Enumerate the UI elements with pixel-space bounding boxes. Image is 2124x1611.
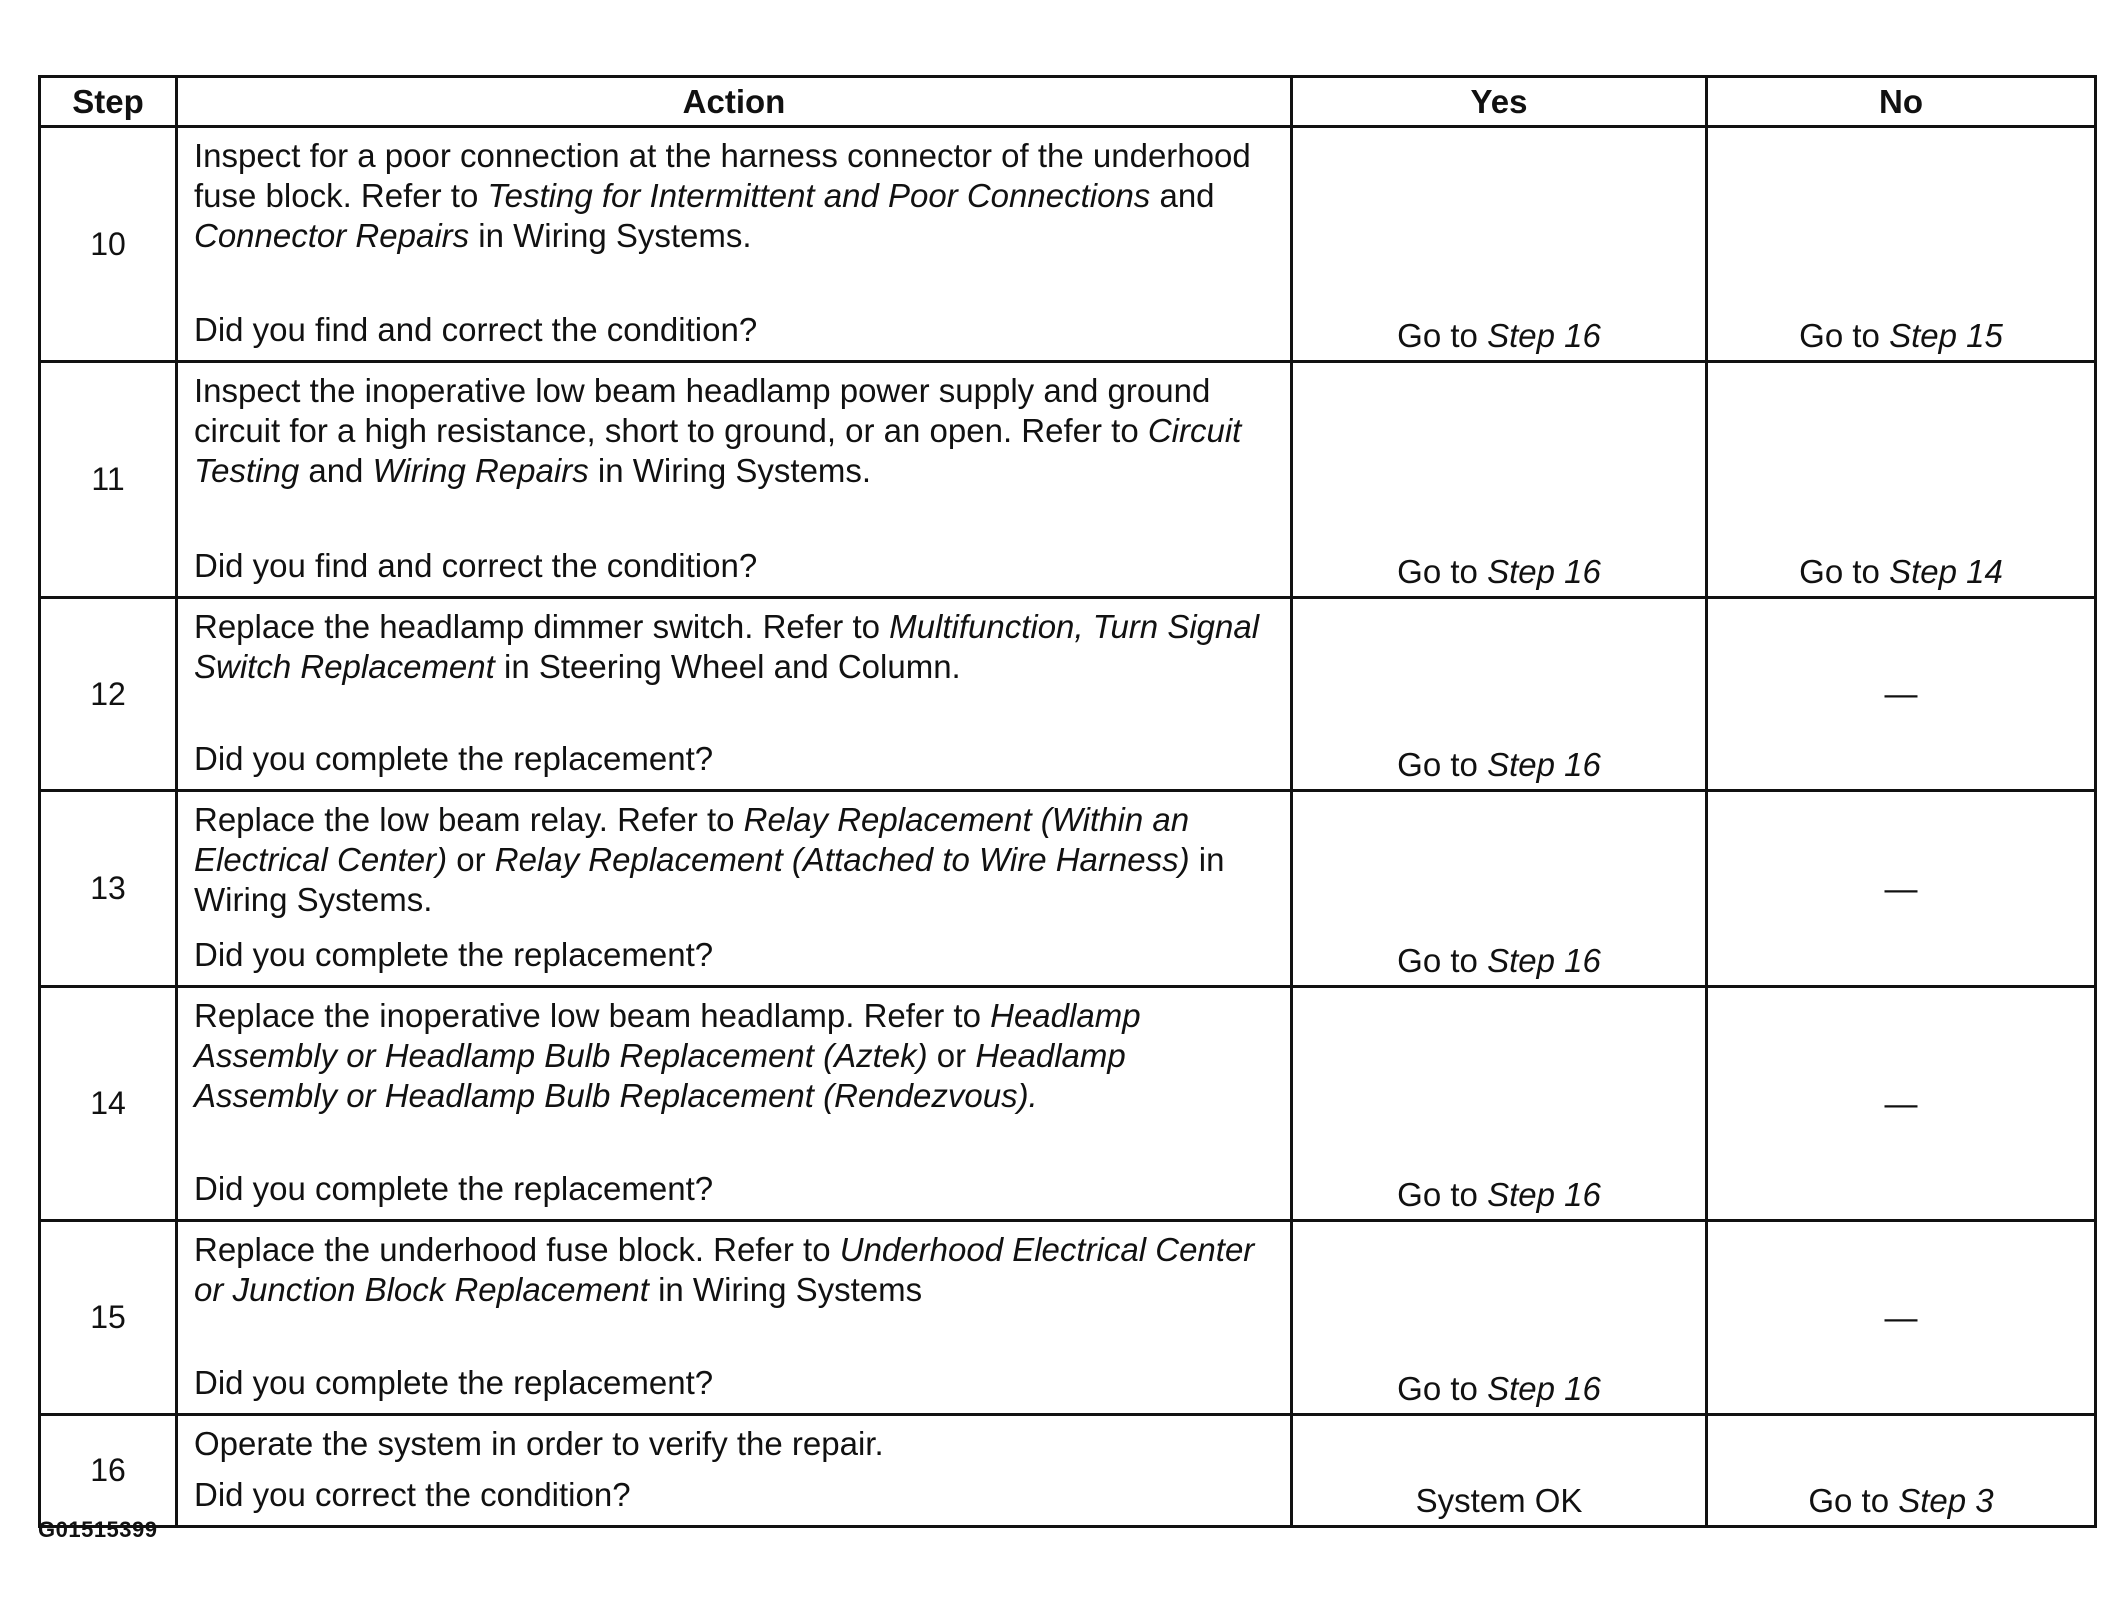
reference-title[interactable]: Headlamp Assembly or Headlamp Bulb Replacement (Rendezvous). bbox=[194, 1037, 1126, 1114]
yes-result bbox=[1292, 362, 1707, 598]
action-segment: and bbox=[1150, 177, 1215, 214]
diagnostic-table bbox=[38, 75, 2097, 1528]
action-segment: Replace the low beam relay. Refer to bbox=[194, 801, 744, 838]
no-step-link[interactable]: Step 15 bbox=[1889, 317, 2003, 354]
no-prefix: Go to bbox=[1799, 553, 1890, 590]
action-cell bbox=[177, 127, 1292, 362]
action-text bbox=[194, 136, 1276, 256]
question-text: Did you complete the replacement? bbox=[194, 740, 714, 777]
table-row bbox=[40, 362, 2096, 598]
reference-title[interactable]: Testing for Intermittent and Poor Connections bbox=[487, 177, 1151, 214]
question-text: Did you find and correct the condition? bbox=[194, 311, 758, 348]
reference-title[interactable]: Circuit Testing bbox=[194, 412, 1242, 489]
reference-title[interactable]: Relay Replacement (Attached to Wire Harness) bbox=[494, 841, 1190, 878]
table-row bbox=[40, 1221, 2096, 1415]
yes-result bbox=[1292, 987, 1707, 1221]
header-row bbox=[40, 77, 2096, 127]
action-text bbox=[194, 1230, 1276, 1310]
no-result bbox=[1707, 598, 2096, 791]
action-text bbox=[194, 800, 1276, 920]
no-dash: — bbox=[1884, 1298, 1918, 1336]
no-step-link[interactable]: Step 14 bbox=[1889, 553, 2003, 590]
action-segment: Replace the inoperative low beam headlamp. Refer to bbox=[194, 997, 991, 1034]
no-prefix: Go to bbox=[1808, 1482, 1899, 1519]
step-number: 14 bbox=[40, 987, 177, 1221]
yes-result bbox=[1292, 127, 1707, 362]
action-segment: Inspect for a poor connection at the harness connector of the underhood fuse block. Refer to bbox=[194, 137, 1251, 214]
yes-step-link[interactable]: Step 16 bbox=[1487, 553, 1601, 590]
action-segment: in Steering Wheel and Column. bbox=[494, 648, 961, 685]
header-action: Action bbox=[177, 77, 1292, 127]
yes-step-link[interactable]: Step 16 bbox=[1487, 1176, 1601, 1213]
reference-title[interactable]: Relay Replacement (Within an Electrical Center) bbox=[194, 801, 1190, 878]
action-segment: in Wiring Systems. bbox=[194, 841, 1225, 918]
yes-prefix: Go to bbox=[1397, 317, 1488, 354]
no-dash: — bbox=[1884, 869, 1918, 907]
question-text: Did you complete the replacement? bbox=[194, 936, 714, 973]
action-segment: and bbox=[299, 452, 373, 489]
action-segment: Operate the system in order to verify the repair. bbox=[194, 1425, 884, 1462]
reference-title[interactable]: Connector Repairs bbox=[194, 217, 470, 254]
yes-result bbox=[1292, 1221, 1707, 1415]
no-result bbox=[1707, 362, 2096, 598]
header-no: No bbox=[1707, 77, 2096, 127]
action-cell bbox=[177, 1415, 1292, 1527]
no-result bbox=[1707, 127, 2096, 362]
reference-title[interactable]: Underhood Electrical Center or Junction Block Replacement bbox=[194, 1231, 1255, 1308]
action-cell bbox=[177, 598, 1292, 791]
no-result bbox=[1707, 791, 2096, 987]
figure-id: G01515399 bbox=[38, 1517, 158, 1542]
step-number: 11 bbox=[40, 362, 177, 598]
yes-prefix: Go to bbox=[1397, 942, 1488, 979]
no-prefix: Go to bbox=[1799, 317, 1890, 354]
yes-result bbox=[1292, 791, 1707, 987]
yes-step-link[interactable]: Step 16 bbox=[1487, 1370, 1601, 1407]
yes-prefix: Go to bbox=[1397, 746, 1488, 783]
table-body bbox=[40, 127, 2096, 1527]
yes-step-link[interactable]: Step 16 bbox=[1487, 746, 1601, 783]
table-row bbox=[40, 127, 2096, 362]
yes-prefix: Go to bbox=[1397, 553, 1488, 590]
table-row bbox=[40, 598, 2096, 791]
no-step-link[interactable]: Step 3 bbox=[1898, 1482, 1994, 1519]
reference-title[interactable]: Multifunction, Turn Signal Switch Replacement bbox=[194, 608, 1260, 685]
action-segment: Inspect the inoperative low beam headlamp power supply and ground circuit for a high resistance, short to ground, or an open. Refer to bbox=[194, 372, 1211, 449]
action-text bbox=[194, 607, 1276, 687]
no-dash: — bbox=[1884, 675, 1918, 712]
yes-step-link[interactable]: Step 16 bbox=[1487, 317, 1601, 354]
action-cell bbox=[177, 1221, 1292, 1415]
question-text: Did you find and correct the condition? bbox=[194, 547, 758, 584]
table-row bbox=[40, 791, 2096, 987]
action-cell bbox=[177, 791, 1292, 987]
action-cell bbox=[177, 362, 1292, 598]
table-row bbox=[40, 987, 2096, 1221]
action-segment: or bbox=[447, 841, 495, 878]
action-segment: in Wiring Systems bbox=[648, 1271, 923, 1308]
yes-prefix: Go to bbox=[1397, 1176, 1488, 1213]
action-text bbox=[194, 371, 1276, 491]
no-result bbox=[1707, 987, 2096, 1221]
question-text: Did you complete the replacement? bbox=[194, 1170, 714, 1207]
action-segment: Replace the headlamp dimmer switch. Refer to bbox=[194, 608, 890, 645]
action-segment: or bbox=[927, 1037, 976, 1074]
yes-step-link[interactable]: Step 16 bbox=[1487, 942, 1601, 979]
reference-title[interactable]: Headlamp Assembly or Headlamp Bulb Replacement (Aztek) bbox=[194, 997, 1141, 1074]
action-segment: in Wiring Systems. bbox=[469, 217, 752, 254]
action-cell bbox=[177, 987, 1292, 1221]
step-number: 15 bbox=[40, 1221, 177, 1415]
action-text bbox=[194, 996, 1276, 1116]
header-step: Step bbox=[40, 77, 177, 127]
yes-text: System OK bbox=[1415, 1482, 1583, 1519]
no-result bbox=[1707, 1221, 2096, 1415]
no-result bbox=[1707, 1415, 2096, 1527]
action-segment: Replace the underhood fuse block. Refer to bbox=[194, 1231, 840, 1268]
reference-title[interactable]: Wiring Repairs bbox=[372, 452, 589, 489]
action-text bbox=[194, 1424, 1276, 1464]
no-dash: — bbox=[1884, 1084, 1918, 1122]
question-text: Did you correct the condition? bbox=[194, 1476, 631, 1513]
yes-result bbox=[1292, 598, 1707, 791]
step-number: 10 bbox=[40, 127, 177, 362]
step-number: 12 bbox=[40, 598, 177, 791]
action-segment: in Wiring Systems. bbox=[588, 452, 872, 489]
yes-prefix: Go to bbox=[1397, 1370, 1488, 1407]
yes-result bbox=[1292, 1415, 1707, 1527]
question-text: Did you complete the replacement? bbox=[194, 1364, 714, 1401]
header-yes: Yes bbox=[1292, 77, 1707, 127]
step-number: 13 bbox=[40, 791, 177, 987]
table-row bbox=[40, 1415, 2096, 1527]
step-number: 16 bbox=[40, 1415, 177, 1527]
